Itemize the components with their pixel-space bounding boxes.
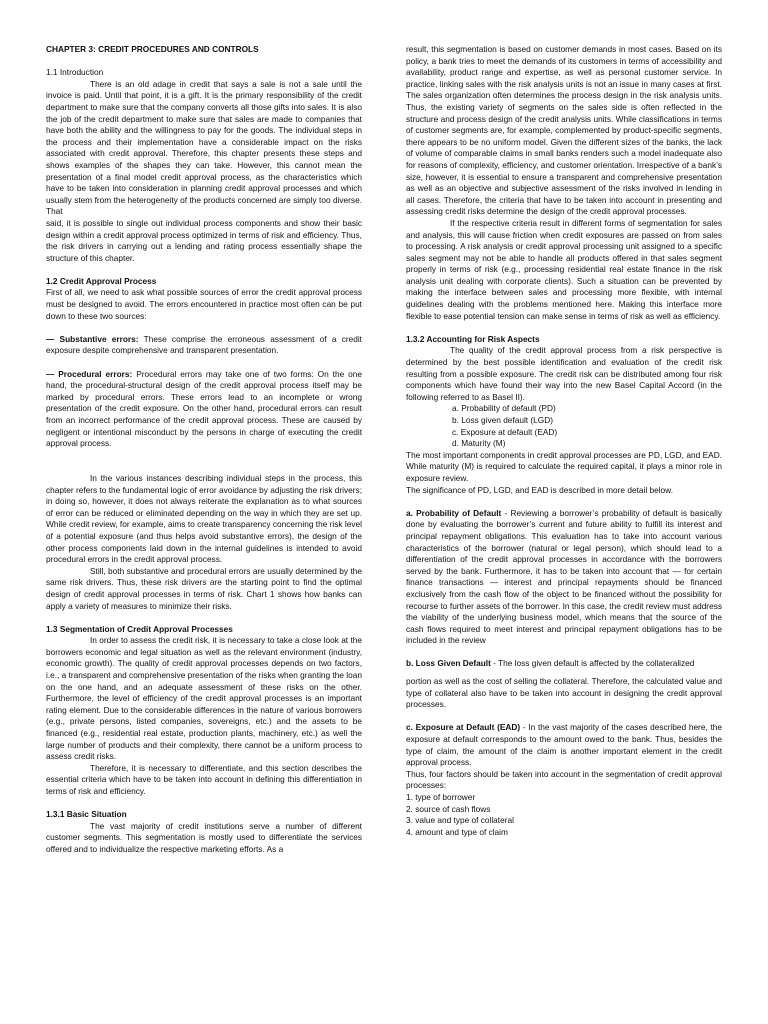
section-1-3-heading: 1.3 Segmentation of Credit Approval Processes <box>46 623 233 634</box>
list-item: 4. amount and type of claim <box>406 826 508 837</box>
list-item: 1. type of borrower <box>406 792 476 802</box>
section-1-2-heading: 1.2 Credit Approval Process <box>46 275 157 286</box>
section-1-3-1-heading: 1.3.1 Basic Situation <box>46 809 127 820</box>
loss-given-default-paragraph-2: portion as well as the cost of selling the collateral. Therefore, the calculated value and type of collateral also have to be taken into account in designing the credit approval processes. <box>406 676 722 710</box>
list-item: b. Loss given default (LGD) <box>452 415 553 425</box>
right-column <box>406 44 722 838</box>
list-item: 3. value and type of collateral <box>406 815 514 826</box>
substantive-errors-label: — Substantive errors: <box>46 333 139 344</box>
section-1-3-2-heading: 1.3.2 Accounting for Risk Aspects <box>406 333 540 344</box>
risk-aspects-paragraph-1: The quality of the credit approval process from a risk perspective is determined by the best possible identification and evaluation of the credit risk resulting from a possible exposure. The credit risk can be distributed among four risk components which have found their way into the new Basel Capital Accord (in the following referred to as Basel II). <box>406 345 722 402</box>
left-column <box>46 44 362 856</box>
list-item: a. Probability of default (PD) <box>452 403 556 414</box>
list-item: c. Exposure at default (EAD) <box>452 426 558 437</box>
substantive-errors-text: These comprise the erroneous assessment of a credit exposure despite comprehensive and transparent presentation. <box>46 333 362 356</box>
segmentation-paragraph-1: In order to assess the credit risk, it is necessary to take a close look at the borrowers economic and legal situation as well as the relevant environment (industry, economic growth). The quality of credit approval processes depends on two factors, i.e., a transparent and comprehensive presentation of the risks when granting the loan on the one hand, and an adequate assessment of these risks on the other. Furthermore, the level of efficiency of the credit approval processes is an important rating element. Due to the considerable differences in the nature of various borrowers (e.g., private persons, listed companies, sovereigns, etc.) and the assets to be financed (e.g., residential real estate, production plants, machinery, etc.) as well the large number of products and their complexity, there cannot be a uniform process to assess credit risks. <box>46 635 362 762</box>
risk-components-list <box>406 403 722 449</box>
intro-paragraph-2: said, it is possible to single out individual process components and show their basic design within a credit approval process optimized in terms of risk and efficiency. Thus, the risk drivers in carrying out a lending and rating process essentially shape the structure of this chapter. <box>46 217 362 263</box>
loss-given-default-text: - The loss given default is affected by the collateralized <box>490 658 695 669</box>
probability-of-default-label: a. Probability of Default <box>406 507 502 518</box>
substantive-errors-item <box>46 334 362 357</box>
basic-situation-paragraph-2: If the respective criteria result in different forms of segmentation for sales and analysis, this will cause friction when credit exposures are passed on from sales to processing. A risk analysis or credit approval processing unit assigned to a specific sales segment may not be able to handle all products offered in that sales segment properly in terms of risk (e.g., processing residential real estate finance in the risk analysis unit dealing with corporate clients). Such a situation can be prevented by making the interface between sales and processing more flexible, with internal guidelines dealing with the problems mentioned here. Making this interface more flexible to ease potential tension can make sense in terms of risk as well as efficiency. <box>406 217 722 321</box>
exposure-at-default-label: c. Exposure at Default (EAD) <box>406 722 521 733</box>
basic-situation-paragraph-1: The vast majority of credit institutions serve a number of different customer segments. This segmentation is mostly used to differentiate the services offered and to individualize the respective marketing efforts. As a <box>46 820 362 854</box>
segmentation-paragraph-2: Therefore, it is necessary to differentiate, and this section describes the essential criteria which have to be taken into account in defining this differentiation in terms of risk and efficiency. <box>46 762 362 796</box>
procedural-errors-label: — Procedural errors: <box>46 368 133 379</box>
segmentation-factors-intro: Thus, four factors should be taken into account in the segmentation of credit approval processes: <box>406 768 722 791</box>
exposure-at-default-text: - In the vast majority of the cases described here, the exposure at default corresponds to the amount owed to the bank. Thus, besides the type of claim, the amount of the claim is another important element in the credit approval process. <box>406 722 722 768</box>
loss-given-default-paragraph <box>406 658 722 670</box>
procedural-errors-text: Procedural errors may take one of two forms: On the one hand, the procedural-structural design of the credit approval process itself may be marked by procedural errors. These errors lead to an incomplete or wrong presentation of the credit exposure. On the other hand, procedural errors can result from an incorrect performance of the credit approval process. These are caused by negligent or intentional misconduct by the persons in charge of executing the credit approval process. <box>46 368 362 449</box>
section-1-1-heading: 1.1 Introduction <box>46 67 104 78</box>
approval-paragraph-1: First of all, we need to ask what possible sources of error the credit approval process must be designed to avoid. The errors encountered in practice most often can be put down to these two sources: <box>46 287 362 321</box>
risk-aspects-paragraph-3: The significance of PD, LGD, and EAD is described in more detail below. <box>406 484 674 495</box>
intro-paragraph-1: There is an old adage in credit that says a sale is not a sale until the invoice is paid. Until that point, it is a gift. It is the primary responsibility of the credit department to make sure that the company converts all those gifts into sales. It is also the job of the credit department to make sure that sales are made to companies that have both the ability and the willingness to pay for the goods. The individual steps in the process and their implementation have a considerable impact on the risks associated with credit approval. Therefore, this chapter presents these steps and shows examples of the shapes they can take. However, this cannot mean the presentation of a final model credit approval process, as the characteristics which have to be taken into consideration in planning credit approval processes and which usually stem from the heterogeneity of the products concerned are simply too diverse. That <box>46 78 362 217</box>
approval-paragraph-2: In the various instances describing individual steps in the process, this chapter refers to the fundamental logic of error avoidance by adjusting the risk drivers; in doing so, however, it does not always reiterate the explanation as to what sources of error can be reduced or eliminated depending on the way in which they are set up. While credit review, for example, aims to create transparency concerning the risk level of a potential exposure (and thus helps avoid substantive errors), the design of the other process components laid down in the internal guidelines is intended to avoid procedural errors in the credit approval process. <box>46 472 362 565</box>
chapter-title: CHAPTER 3: CREDIT PROCEDURES AND CONTROLS <box>46 44 259 54</box>
probability-of-default-paragraph <box>406 508 722 647</box>
basic-situation-paragraph-1-cont: result, this segmentation is based on customer demands in most cases. Based on its policy, a bank tries to meet the demands of its customers in terms of accessibility and availability, product range and expertise, as well as personal customer service. In practice, linking sales with the risk analysis units is not an issue in many cases at first. The sales organization often determines the process design in the risk analysis units. Thus, the existing variety of segments on the sales side is often reflected in the structure and process design of the credit analysis units. While classifications in terms of customer segments are, for example, complemented by product-specific segments, there appears to be no uniform model. Given the different sizes of the banks, the lack of volume of comparable claims in small banks renders such a model inadequate also for reasons of complexity, efficiency, and customer orientation. Irrespective of a bank’s size, however, it is essential to ensure a transparent and comprehensive presentation as well as an objective and subjective assessment of the risks involved in lending in all cases. Therefore, the criteria that have to be taken into account in presenting and assessing credit risks determine the design of the credit approval processes. <box>406 44 722 217</box>
loss-given-default-label: b. Loss Given Default <box>406 658 491 669</box>
approval-paragraph-3: Still, both substantive and procedural errors are usually determined by the same risk drivers. Thus, these risk drivers are the starting point to find the optimal design of credit approval processes in terms of risk. Chart 1 shows how banks can apply a variety of measures to minimize their risks. <box>46 565 362 611</box>
list-item: 2. source of cash flows <box>406 803 491 814</box>
risk-aspects-paragraph-2: The most important components in credit approval processes are PD, LGD, and EAD. While maturity (M) is required to calculate the required capital, it plays a minor role in exposure review. <box>406 449 722 483</box>
segmentation-factors-list <box>406 792 722 838</box>
probability-of-default-text: - Reviewing a borrower’s probability of default is basically done by evaluating the borrower’s current and future ability to fulfill its interest and principal repayment obligations. This evaluation has to take into account various characteristics of the borrower (natural or legal person), which should lead to a differentiation of the credit approval processes in accordance with the borrowers served by the bank. Furthermore, it has to be taken into account that — for certain finance transactions — interest and principal repayments should be financed exclusively from the cash flow of the object to be financed without the possibility for recourse to further assets of the borrower. In this case, the credit review must address the viability of the underlying business model, which means that the source of the cash flows required to meet interest and principal repayment obligations has to be included in the review <box>406 507 722 646</box>
procedural-errors-item <box>46 369 362 450</box>
exposure-at-default-paragraph <box>406 722 722 768</box>
list-item: d. Maturity (M) <box>452 438 506 449</box>
